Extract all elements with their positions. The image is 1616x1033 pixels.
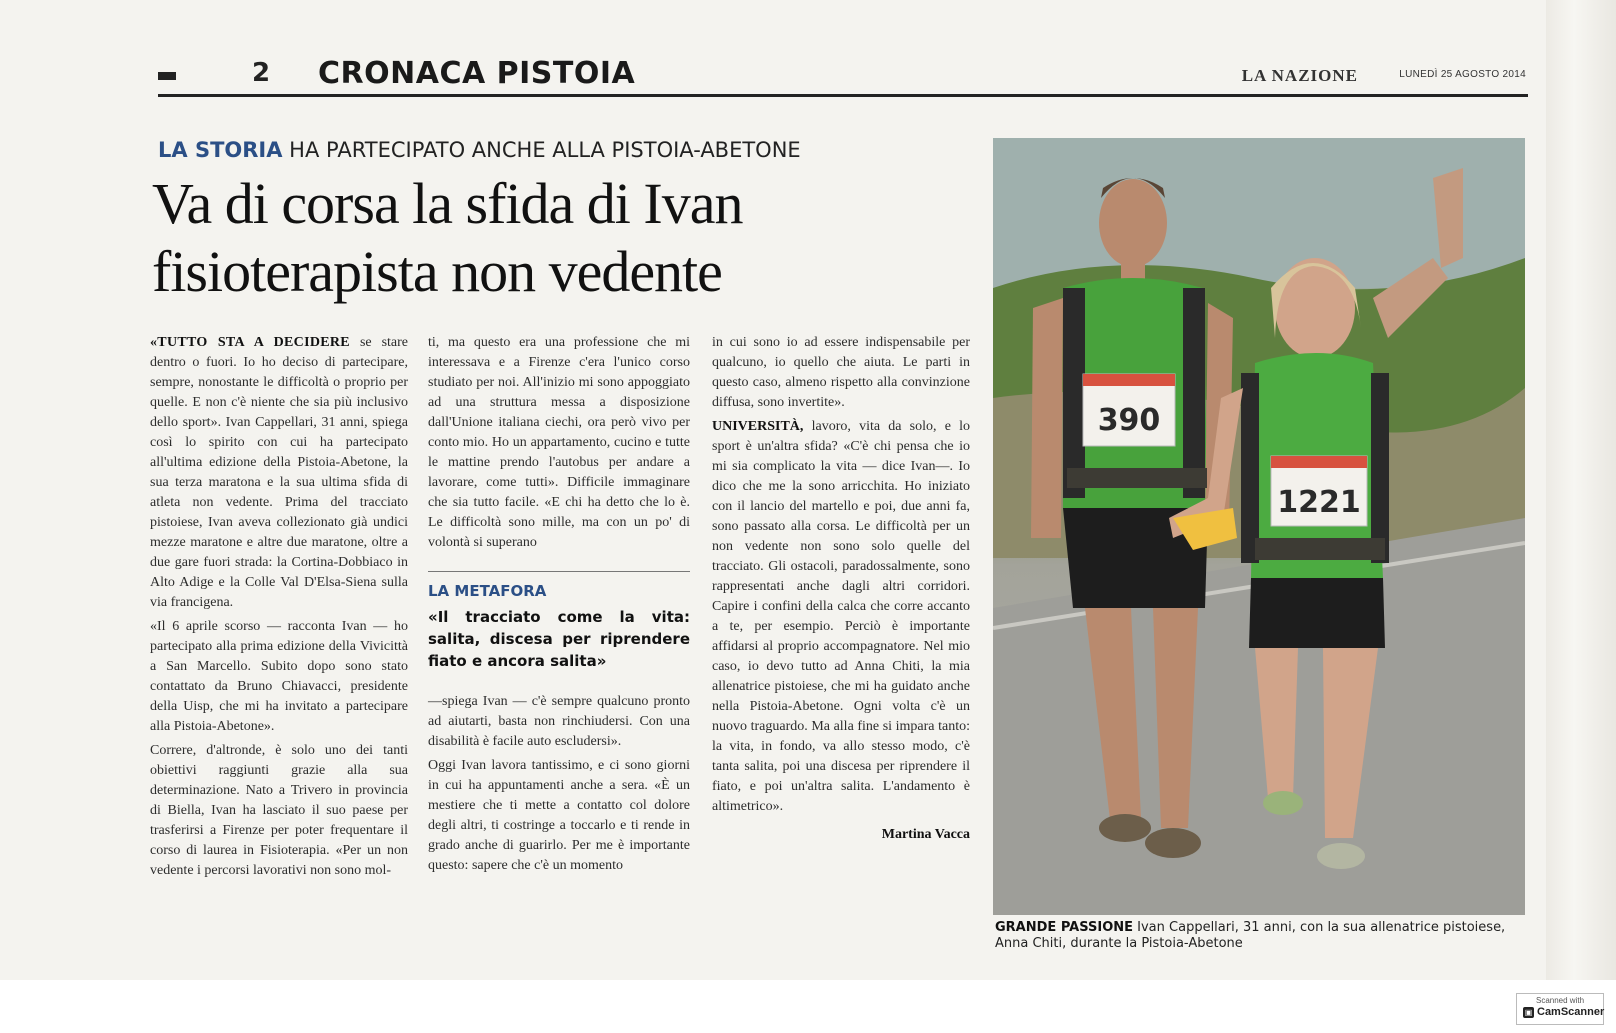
- bib-number-2: 1221: [1277, 485, 1361, 520]
- pull-quote-box: [428, 571, 690, 672]
- kicker-text: HA PARTECIPATO ANCHE ALLA PISTOIA-ABETONE: [289, 138, 801, 162]
- bib-number-1: 390: [1097, 403, 1161, 438]
- headline: [152, 170, 972, 306]
- page-fold: [1546, 0, 1616, 980]
- column-1-paragraph-1: [150, 333, 408, 613]
- photo-caption: [995, 920, 1535, 952]
- caption-text: Ivan Cappellari, 31 anni, con la sua allenatrice pistoiese, Anna Chiti, durante la Pistoia-Abetone: [995, 920, 1506, 951]
- column-1-text-1: se stare dentro o fuori. Io ho deciso di partecipare, sempre, nonostante le difficoltà o proprio per quelle. E non c'è niente che sia più inclusivo dello sport». Ivan Cappellari, 31 anni, spiega così lo spirito con cui ha partecipato all'ultima edizione della Pistoia-Abetone, la sua terza maratona e la sua ultima sfida di atleta non vedente. Prima del tracciato pistoiese, Ivan aveva collezionato già undici mezze maratone e altre due maratone, oltre a due gare fuori strada: la Cortina-Dobbiaco in Alto Adige e la Colle Val D'Elsa-Siena sulla via francigena.: [150, 335, 409, 610]
- headline-line-2: fisioterapista non vedente: [152, 239, 722, 304]
- issue-date: LUNEDÌ 25 AGOSTO 2014: [1399, 69, 1526, 80]
- column-2-paragraph-3: Oggi Ivan lavora tantissimo, e ci sono giorni in cui ha appuntamenti anche a sera. «È un mestiere che ti mette a contatto col dolore degli altri, ti costringe a toccarlo e ti rende in grado anche di guarirlo. Per me è importante questo: sapere che c'è un momento: [428, 758, 690, 873]
- header-mark: [158, 72, 176, 80]
- lead-in: «TUTTO STA A DECIDERE: [150, 335, 350, 350]
- pull-quote: «Il tracciato come la vita: salita, discesa per riprendere fiato e ancora salita»: [428, 608, 690, 670]
- byline: Martina Vacca: [881, 827, 970, 842]
- runners-photo: [993, 138, 1525, 915]
- page-header: [158, 58, 1528, 97]
- column-3-subhead: UNIVERSITÀ,: [712, 419, 804, 434]
- article-column-3: [712, 333, 970, 845]
- headline-line-1: Va di corsa la sfida di Ivan: [152, 171, 743, 236]
- column-2-paragraph-1: ti, ma questo era una professione che mi interessava e a Firenze c'era l'unico corso studiato per noi. All'inizio mi sono appoggiato ad una struttura messa a disposizione dall'Unione italiana ciechi, ora però vivo per conto mio. Ho un appartamento, cucino e tutte le mattine prendo l'autobus per andare a lavorare, come tutti». Difficile immaginare che sia tutto facile. «E chi ha detto che lo è. Le difficoltà sono mille, ma con un po' di volontà si superano: [428, 335, 690, 550]
- column-2-paragraph-2: —spiega Ivan — c'è sempre qualcuno pronto ad aiutarti, basta non rinchiudersi. Con una disabilità è facile auto escludersi».: [428, 694, 690, 749]
- column-3-paragraph-2: [712, 417, 970, 817]
- column-1-paragraph-2: «Il 6 aprile scorso — racconta Ivan — ho partecipato alla prima edizione della Vivicittà a San Marcello. Subito dopo sono stato contattato da Bruno Chiavacci, presidente della Uisp, che mi ha invitato a partecipare alla Pistoia-Abetone».: [150, 619, 408, 734]
- kicker: [158, 138, 801, 162]
- article-column-1: [150, 333, 408, 885]
- article-column-2: [428, 333, 690, 880]
- section-title: CRONACA PISTOIA: [318, 56, 636, 91]
- watermark-brand: CamScanner: [1537, 1006, 1605, 1018]
- camscanner-watermark: [1516, 993, 1604, 1025]
- column-3-text-2: lavoro, vita da solo, e lo sport è un'altra sfida? «C'è chi pensa che io mi sia complicato la vita — dice Ivan—. Io dico che me la sono arricchita. Ho iniziato con il lancio del martello e poi, due anni fa, sono passato alla corsa. Le difficoltà per un non vedente non sono solo quelle del tracciato. Gli ostacoli, paradossalmente, sono rappresentati anche dagli altri corridori. Capire i confini della calca che corre accanto a te, per esempio. Perciò è importante affidarsi al proprio accompagnatore. Nel mio caso, io devo tutto ad Anna Chiti, la mia allenatrice pistoiese, che mi ha guidato anche nella Pistoia-Abetone. Ogni volta c'è un nuovo traguardo. Ma alla fine si impara tanto: la vita, in fondo, va allo stesso modo, c'è tanta salita, poi una discesa per riprendere il fiato, e poi un'altra salita. L'andamento è altimetrico».: [712, 419, 971, 814]
- page-number: 2: [252, 58, 271, 88]
- newspaper-name: LA NAZIONE: [1241, 66, 1358, 85]
- column-1-paragraph-3: Correre, d'altronde, è solo uno dei tanti obiettivi raggiunti grazie alla sua determinazione. Nato a Trivero in provincia di Biella, Ivan ha lasciato il suo paese per trasferirsi a Firenze per poter frequentare il corso di laurea in Fisioterapia. «Per un non vedente i percorsi lavorativi non sono mol-: [150, 743, 408, 878]
- caption-tag: GRANDE PASSIONE: [995, 920, 1134, 935]
- watermark-label: Scanned with: [1535, 996, 1585, 1005]
- runners-illustration: [993, 138, 1525, 915]
- camscanner-icon: ▣: [1524, 1008, 1533, 1017]
- column-3-paragraph-1: in cui sono io ad essere indispensabile per qualcuno, io quello che aiuta. Le parti in questo caso, almeno rispetto alla convinzione diffusa, sono invertite».: [712, 335, 970, 410]
- pull-quote-tag: LA METAFORA: [428, 582, 547, 600]
- kicker-tag: LA STORIA: [158, 138, 283, 162]
